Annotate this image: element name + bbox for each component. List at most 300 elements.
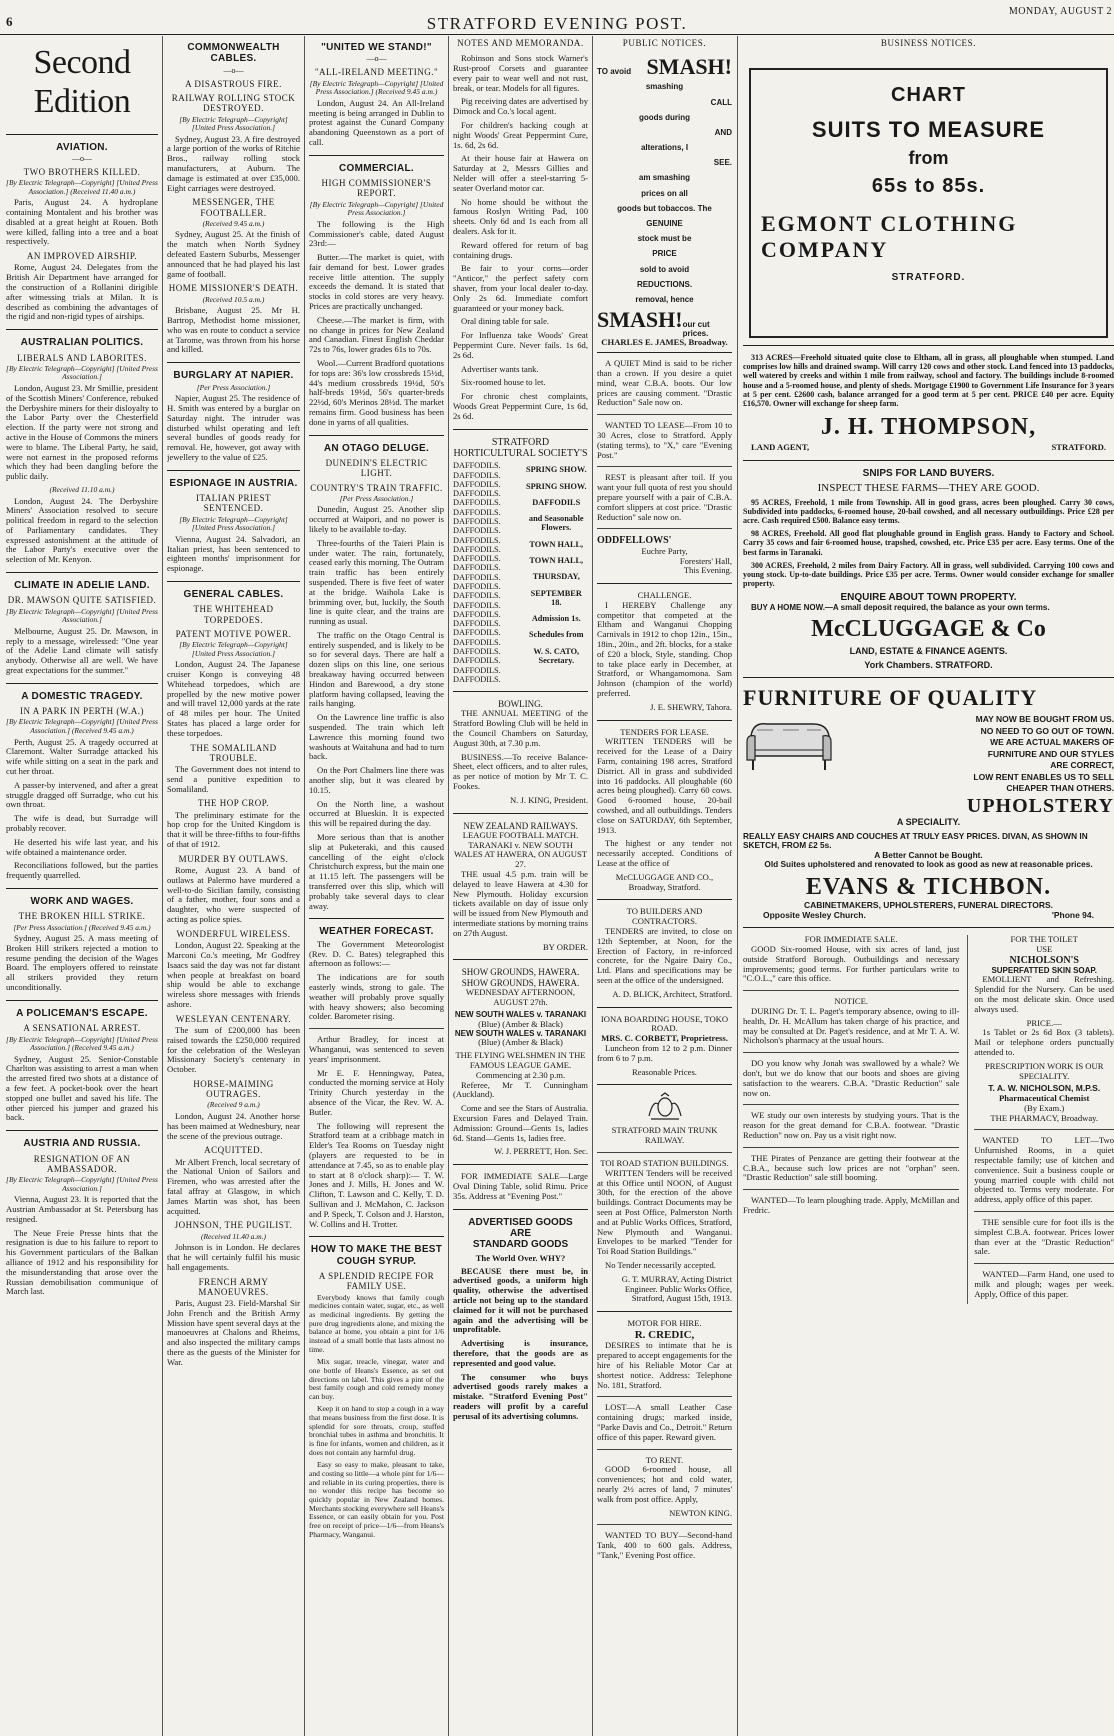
subhead: A SPLENDID RECIPE FOR FAMILY USE. [318,1271,435,1292]
subhead: THE HOP CROP. [198,798,269,809]
spring-show-line: SEPTEMBER 18. [530,588,582,607]
article-text: Perth, August 25. A tragedy occurred at Claremont. Walter Surradge attacked his wife while sitting on a seat in the park and cut her throat. [6,736,158,776]
ad-text: DO you know why Jonah was swallowed by a whale? We don't, but we do know that our boots and shoes are giving satisfaction to the wearers. C.B.A. "Drastic Reduction" sale now on. [743,1058,960,1098]
subhead: A SENSATIONAL ARREST. [23,1023,141,1034]
article-text: London, August 24. Another horse has been maimed at Wednesbury, near the scene of the previous outrage. [167,1110,300,1141]
ad-heading: NOTICE. [834,996,869,1007]
article-text: Wool.—Current Bradford quotations for tops are: 36's low crossbreds 15½d, 44's medium crossbreds 19½d, 50's half-breds 19½d, 56's quarter-breds 22½d, 60's Merinos 28½d. The market remains firm. Good business has been done in yarns of all qualities. [309,358,444,427]
column-6 [743,36,1114,1736]
headline-tragedy: A DOMESTIC TRAGEDY. [21,690,143,702]
subhead: COUNTRY'S TRAIN TRAFFIC. [310,482,443,493]
ad-text: Luncheon from 12 to 2 p.m. Dinner from 6 to 7 p.m. [597,1042,732,1063]
ad-text: LOST—A small Leather Case containing drugs; marked inside, "Parke Davis and Co., Detroit." Return office of this paper. Reward given. [597,1402,732,1442]
headline-general: GENERAL CABLES. [183,588,284,600]
article-text: The following is the High Commissioner's cable, dated August 23rd:— [309,218,444,249]
ad-text: STRATFORD. [1051,442,1106,453]
ad-heading: The World Over. WHY? [475,1252,566,1263]
daffodils-line: DAFFODILS. [453,609,501,619]
headline-espionage: ESPIONAGE IN AUSTRIA. [169,477,298,489]
headline-otago: AN OTAGO DELUGE. [323,442,430,454]
subhead: HIGH COMMISSIONER'S REPORT. [321,178,432,199]
furniture-line: NO NEED TO GO OUT OF TOWN. [980,725,1114,736]
subhead: ACQUITTED. [204,1145,263,1156]
smash-title: SMASH! [597,307,683,333]
furniture-line: ARE CORRECT, [1050,760,1114,771]
subhead: MURDER BY OUTLAWS. [178,853,289,864]
smash-line: smashing [645,82,684,92]
ad-text: Come and see the Stars of Australia. Excursion Fares and Delayed Train. Admission: Ground—Gents 1s, ladies 6d. Stand—Gents 1s, ladies free. [453,1103,588,1143]
credit-line: (Received 11.10 a.m.) [49,484,115,494]
article-text: Cheese.—The market is firm, with no change in prices for New Zealand and Canadian. Finest English Cheddar 72s to 76s, lower grades 61s to 70s. [309,314,444,355]
article-text: The preliminary estimate for the hop crop for the United Kingdom is that it will be three-fifths to four-fifths of that of 1912. [167,809,300,850]
ad-text: EMOLLIENT and Refreshing. Splendid for the Nursery. Can be used on the most delicate skin. Once used always used. [974,974,1114,1014]
subhead: ITALIAN PRIEST SENTENCED. [195,493,272,514]
article-text: He deserted his wife last year, and his wife obtained a maintenance order. [6,836,158,857]
subhead: HORSE-MAIMING OUTRAGES. [193,1078,274,1100]
ad-heading: TOI ROAD STATION BUILDINGS. [600,1157,729,1168]
furniture-line: WE ARE ACTUAL MAKERS OF [990,737,1114,748]
credit-line: (Received 9.45 a.m.) [202,218,265,228]
credit-line: (Received 11.40 a.m.) [200,1231,267,1241]
article-text: On the Port Chalmers line there was another slip, but it was cleared by 10.15. [309,765,444,795]
smash-line: alterations, I [640,143,689,153]
credit-line: [By Electric Telegraph—Copyright] [United Press Association.] [6,1175,158,1193]
ad-text: York Chambers. STRATFORD. [864,660,993,671]
ad-heading: ODDFELLOWS' [597,535,672,547]
credit-line: [By Electric Telegraph—Copyright] [United Press Association.] [309,199,444,218]
ad-text: TENDERS are invited, to close on 12th September, at Noon, for the Erection of Factory, in re-inforced concrete, for the Ngaire Dairy Co., Ltd. Plans and specifications may be seen at the office of the undersigned. [597,926,732,985]
note-text: No home should be without the famous Roslyn Writing Pad, 100 sheets. Only 6d and 1s each from all dealers. Ask for it. [453,196,588,236]
ad-heading: EGMONT CLOTHING COMPANY [761,211,1018,262]
smash-line: GENUINE [646,219,683,229]
ad-heading: FURNITURE OF QUALITY [743,685,1038,711]
article-text: Arthur Bradley, for incest at Whanganui, was sentenced to seven years' imprisonment. [309,1034,444,1064]
smash-line: PRICE [652,249,677,259]
ad-text: 'Phone 94. [1051,909,1094,920]
show-heading: SHOW GROUNDS, HAWERA. SHOW GROUNDS, HAWERA. [461,967,580,988]
daffodils-line: DAFFODILS. [453,600,501,610]
article-text: Reconciliations followed, but the parties frequently quarrelled. [6,860,158,881]
headline-weather: WEATHER FORECAST. [319,926,434,938]
article-text: Butter.—The market is quiet, with fair demand for best. Lower grades receive little attention. The supply exceeds the demand. It is stated that stocks in cold stores are very heavy. Prices are practically unchanged. [309,252,444,312]
article-text: Sydney, August 23. A fire destroyed a large portion of the works of Ritchie Bros., railway rolling stock manufacturers, at Auburn. The damage is estimated at over £35,000. Eight carriages were destroyed. [167,133,300,193]
headline-adelie: CLIMATE IN ADELIE LAND. [14,580,150,592]
article-text: Dunedin, August 25. Another slip occurred at Waipori, and no power is likely to be available to-day. [309,504,444,534]
daffodils-line: DAFFODILS. [453,517,501,527]
article-text: Sydney, August 25. Senior-Constable Charlton was assisting to arrest a man when the arrested fired two shots at a distance of a few feet. A pocket-book over the heart stopped one bullet and saved his life. The other pierced his jumper and grazed his back. [6,1053,158,1123]
ad-heading: TENDERS FOR LEASE. [620,726,709,737]
article-text: The indications are for south easterly winds, strong to gale. The weather will probably prove squally with heavy showers; also becoming colder. Barometer rising. [309,972,444,1022]
article-text: Napier, August 25. The residence of H. Smith was entered by a burglar on Saturday night. The intruder was disturbed whilst operating and left several bundles of goods ready for removal. He, however, got away with jewellery to the value of £25. [167,393,300,462]
daffodils-line: DAFFODILS. [453,544,501,554]
article-text: London, August 24. The Japanese cruiser Kongo is conveying 48 Whitehead torpedoes, which are propelled by the new motive power and will travel 12,000 yards at the rate of 48 miles per hour. The United States has placed a large order for these torpedoes. [167,659,300,738]
article-text: Keep it on hand to stop a cough in a way that means business from the first dose. It is splendid for sore throats, croup, stuffed bronchial tubes in asthma and bronchitis. It is fine for infants, women and children, as it does not contain any harmful drug. [309,1404,444,1457]
article-text: Vienna, August 23. It is reported that the Austrian Ambassador at St. Petersburg has resigned. [6,1194,158,1224]
subhead: PATENT MOTIVE POWER. [175,628,292,639]
ad-heading: EVANS & TICHBON. [805,873,1052,900]
daffodils-line: DAFFODILS. [453,637,501,647]
spring-show-line: THURSDAY, [532,572,580,582]
smash-line: SEE. [713,158,732,168]
paper-name: STRATFORD EVENING POST. [426,14,688,33]
credit-line: [Per Press Association.] [339,493,414,503]
ad-text: from [908,148,949,169]
credit-line: (Received 9 a.m.) [207,1100,260,1110]
ad-text: WE study our own interests by studying yours. That is the reason for the great demand for C.B.A. footwear. "Drastic Reduction" now on. Pay us a visit right now. [743,1110,960,1141]
edition-title: Second Edition [33,44,131,120]
article-text: The traffic on the Otago Central is entirely suspended, and is likely to be so for several days. There are half a dozen slips on this line, one serious breakaway having occurred between Hindon and Barewood, a dry stone platform having collapsed, leaving the rails hanging. [309,629,444,709]
match-colours: (Blue) (Amber & Black) [478,1018,563,1029]
ad-heading: ENQUIRE ABOUT TOWN PROPERTY. [840,591,1017,603]
ad-text: No Tender necessarily accepted. [605,1259,716,1270]
ad-heading: McCLUGGAGE & Co [811,616,1046,643]
daffodils-line: DAFFODILS. [453,507,501,517]
ad-heading: INSPECT THESE FARMS—THEY ARE GOOD. [817,482,1040,495]
ad-text: STRATFORD. [891,271,966,283]
ad-text: GOOD Six-roomed House, with six acres of land, just outside Stratford Borough. Outbuildings and necessary improvements; good terms. For further particulars write to "C.O.L.," care this office. [743,944,960,984]
horticultural-heading: STRATFORD HORTICULTURAL SOCIETY'S [453,436,588,459]
ad-heading: NICHOLSON'S [1009,954,1079,966]
article-text: Mr Albert French, local secretary of the National Union of Sailors and Firemen, who was arrested after the fatal affray at Glasgow, in which James Martin was shot, has been acquitted. [167,1156,300,1216]
daffodils-line: DAFFODILS. [453,674,501,684]
article-text: Melbourne, August 25. Dr. Mawson, in reply to a message, wirelessed: "One year of the Adelie Land climate will satisfy anybody. Otherwise all are well. We have great expectations for the summer." [6,625,158,675]
ad-text: REST is pleasant after toil. If you want your full quota of rest you should prepare yourself with a pair of C.B.A. comfort slippers at cost price. "Drastic Reduction" sale now on. [597,472,732,522]
credit-line: [Per Press Association.] [196,382,271,392]
subhead: RAILWAY ROLLING STOCK DESTROYED. [171,93,296,114]
furniture-line: CHEAPER THAN OTHERS. [1006,783,1114,794]
note-text: Oral dining table for sale. [461,316,550,327]
match-line: NEW SOUTH WALES v. TARANAKI [454,1029,587,1039]
ad-text: 300 ACRES, Freehold, 2 miles from Dairy Factory. All in grass, well subdivided. Carrying 100 cows and young stock. Up-to-date buildings. Price £35 per acre. Terms. Owner would consider exchange for smaller property. [743,560,1114,588]
ad-text: MRS. C. CORBETT, Proprietress. [601,1033,728,1044]
credit-line: [By Electric Telegraph—Copyright] [United Press Association.] (Received 9.45 a.m.) [6,1034,158,1053]
ad-text: PRICE.— [1026,1017,1062,1028]
ad-heading: T. A. W. NICHOLSON, M.P.S. [988,1083,1101,1094]
daffodils-line: DAFFODILS. [453,470,501,480]
ad-heading: STRATFORD MAIN TRUNK RAILWAY. [611,1125,718,1146]
ad-text: This Evening. [683,565,732,576]
note-text: Pig receiving dates are advertised by Dimock and Co.'s local agent. [453,96,588,117]
ad-text: 65s to 85s. [871,174,986,197]
credit-line: [By Electric Telegraph—Copyright] [United Press Association.] [179,514,288,533]
note-text: For chronic chest complaints, Woods Great Peppermint Cure, 1s 6d, 2s 6d. [453,391,588,421]
column-rule [592,36,593,1736]
article-text: On the North line, a washout occurred at Blueskin. It is expected this will be repaired during the day. [309,798,444,829]
signature: A. D. BLICK, Architect, Stratford. [612,988,732,999]
subhead: A DISASTROUS FIRE. [185,78,282,89]
article-text: Johnson is in London. He declares that he will certainly fulfil his music hall engagements. [167,1242,300,1272]
smash-line: am smashing [638,173,691,183]
subhead: WONDERFUL WIRELESS. [176,928,291,939]
ad-text: WANTED TO LEASE—From 10 to 30 Acres, close to Stratford. Apply (stating terms), to "X," care "Evening Post." [597,420,732,460]
column-2: COMMONWEALTH CABLES. —o— A DISASTROUS FIRE. RAILWAY ROLLING STOCK DESTROYED. [By Electric Telegraph—Copyright] [United Press Association.] Sydney, August 23. A fire destroyed a large portion of the works of Ritchie Bros., railway rolling stock manufacturers, at Auburn. The damage is estimated at over £35,000. Eight carriages were destroyed. MESSENGER, THE FOOTBALLER. (Received 9.45 a.m.) Sydney, August 25. At the finish of the match when North Sydney defeated Eastern Suburbs, Messenger announced that he had played his last game of football. HOME MISSIONER'S DEATH. (Received 10.5 a.m.) Brisbane, August 25. Mr H. Bartrop, Methodist home missioner, who was en route to conduct a service at Tarome, was thrown from his horse and killed. BURGLARY AT NAPIER. [Per Press Association.] Napier, August 25. The residence of H. Smith was entered by a burglar on Saturday night. The intruder was disturbed whilst operating and left several bundles of goods ready for removal. He, however, got away with jewellery to the value of £25. ESPIONAGE IN AUSTRIA. ITALIAN PRIEST SENTENCED. [By Electric Telegraph—Copyright] [United Press Association.] Vienna, August 24. Salvadori, an Italian priest, has been sentenced to eighteen months' imprisonment for espionage. GENERAL CABLES. THE WHITEHEAD TORPEDOES. PATENT MOTIVE POWER. [By Electric Telegraph—Copyright] [United Press Association.] London, August 24. The Japanese cruiser Kongo is conveying 48 Whitehead torpedoes, which are propelled by the new motive power and will travel 12,000 yards at the rate of 48 miles per hour. The United States has placed a large order for these torpedoes. THE SOMALILAND TROUBLE. The Government does not intend to send a punitive expedition to Somaliland. THE HOP CROP. The preliminary estimate for the hop crop for the United Kingdom is that it will be three-fifths to four-fifths of that of 1912. MURDER BY OUTLAWS. Rome, August 23. A band of outlaws at Palermo have murdered a well-to-do Sicilian family, consisting of a father, mother, four sons and a daughter, who were suspected of acting as police spies. WONDERFUL WIRELESS. London, August 22. Speaking at the Marconi Co.'s meeting, Mr Godfrey Isaacs said the day was not far distant when people at breakfast on board ship would be able to exchange wireless shore messages with friends ashore. WESLEYAN CENTENARY. The sum of £200,000 has been raised towards the £250,000 required for the celebration of the Wesleyan Missionary Society's centenary in October. HORSE-MAIMING OUTRAGES. (Received 9 a.m.) London, August 24. Another horse has been maimed at Wednesbury, near the scene of the previous outrage. ACQUITTED. Mr Albert French, local secretary of the National Union of Sailors and Firemen, who was arrested after the fatal affray at Glasgow, in which James Martin was shot, has been acquitted. JOHNSON, THE PUGILIST. (Received 11.40 a.m.) Johnson is in London. He declares that he will certainly fulfil his music hall engagements. FRENCH ARMY MANOEUVRES. Paris, August 23. Field-Marshal Sir John French and the British Army Mission have spent several days at the manoeuvres at Chalons and Rheims, and also inspected the military camps there as the guests of the Minister for War. [167,42,300,1367]
spring-show-line: W. S. CATO, Secretary. [533,646,580,665]
spring-show-line: TOWN HALL, [529,556,584,566]
daffodils-line: DAFFODILS. [453,479,501,489]
ad-text: 313 ACRES—Freehold situated quite close to Eltham, all in grass, all ploughable when stumped. Land comprises low hills and drained swamp. Will carry 120 cows and other stock. Land fenced into 13 paddocks, well watered by creeks and within 1 mile from railway, school and factory. The buildings include 8-roomed house and a 5-roomed house, and plenty of sheds. Mortgage £1900 to Government Life Insurance for 3 years at 5 per cent. £2600 cash, balance arranged for a good term at 5 per cent. PRICE £40 per acre. Equity £16,570. Owner will exchange for sheep farm. [743,353,1114,408]
ad-heading: SUPERFATTED SKIN SOAP. [991,966,1097,976]
signature: N. J. KING, President. [509,794,588,805]
article-text: Mix sugar, treacle, vinegar, water and one bottle of Heans's Essence, as set out directions on label. This gives a pint of the best family cough and cold remedy money can buy. [309,1357,444,1401]
ad-text: Commencing at 2.30 p.m. [475,1069,566,1080]
spring-show-line: Schedules from [529,630,584,640]
spring-show-line: DAFFODILS [532,497,581,507]
ad-text: THE ANNUAL MEETING of the Stratford Bowling Club will be held in the Council Chambers on Saturday, August 30th, at 7.30 p.m. [453,708,588,748]
ad-text: A Better Cannot be Bought. [874,849,983,860]
subhead: WESLEYAN CENTENARY. [175,1013,292,1024]
ad-text: FOR IMMEDIATE SALE—Large Oval Dining Table, solid Rimu. Price 35s. Address at "Evening Post." [453,1171,588,1201]
subhead: LEAGUE FOOTBALL MATCH. [462,829,579,840]
section-heading: PUBLIC NOTICES. [622,38,707,48]
note-text: For Influenza take Woods' Great Peppermint Cure. Never fails. 1s 6d, 2s 6d. [453,330,588,360]
subhead: THE WHITEHEAD TORPEDOES. [193,604,274,625]
article-text: Everybody knows that family cough medicines contain water, sugar, etc., as well as medicinal ingredients. By getting the pure drug ingredients alone, and mixing the balance at home, you obtain a pint for 1/6 instead of a small bottle that lasts almost no time. [309,1292,444,1354]
ad-text: WANTED TO LET—Two Unfurnished Rooms, in a quiet respectable family; use of kitchen and convenience. Suit a business couple or young married couple with child not objected to. Terms very moderate. For address, apply office of this paper. [974,1135,1114,1205]
daffodils-list [453,461,517,684]
ad-text: our cut prices. [682,320,710,339]
ad-text: A QUIET Mind is said to be richer than a crown. If you desire a quiet mind, wear C.B.A. boots. Our low prices are causing comment. "Drastic Reduction" Sale now on. [597,358,732,408]
ad-text: DURING Dr. T. L. Paget's temporary absence, owing to ill-health, Dr. H. McAllum has taken charge of his practice, and may be consulted at Dr. Paget's residence, and at Mr T. A. W. Nicholson's pharmacy at the usual hours. [743,1006,960,1046]
spring-show-line: TOWN HALL, [529,539,584,549]
issue-date: MONDAY, AUGUST 2 [1008,6,1112,17]
ad-text: The consumer who buys advertised goods rarely makes a mistake. "Stratford Evening Post" readers will profit by a careful perusal of its advertising columns. [453,1371,588,1421]
spring-show-line: SPRING SHOW. [525,465,587,475]
subhead: JOHNSON, THE PUGILIST. [174,1220,293,1231]
article-text: London, August 24. The Derbyshire Miners' Association resolved to secure political freedom in regard to the selection of Parliamentary candidates. They expressed astonishment at the attitude of the Labor Party's executive over the selection of Mr. Kenyon. [6,495,158,565]
ad-text: Old Suites upholstered and renovated to look as good as new at reasonable prices. [764,859,1093,870]
subhead: HOME MISSIONER'S DEATH. [168,283,299,294]
daffodils-line: DAFFODILS. [453,656,501,666]
daffodils-line: DAFFODILS. [453,665,501,675]
ad-text: BECAUSE there must be, in advertised goods, a uniform high quality, otherwise the advertised article not being up to the standard claimed for it will not be purchased again and the advertising will be unprofitable. [453,1265,588,1335]
signature: W. J. PERRETT, Hon. Sec. [494,1146,588,1157]
ad-heading: ADVERTISED GOODS [468,1216,573,1228]
column-rule [448,36,449,1736]
ad-text: WANTED—Farm Hand, one used to milk and plough; wages per week. Apply, Office of this paper. [974,1269,1114,1299]
ad-text: A SPECIALITY. [896,817,961,828]
signature: CHARLES E. JAMES, Broadway. [601,337,728,348]
railways-heading: NEW ZEALAND RAILWAYS. [463,820,578,831]
chart-suits-ad [749,68,1108,338]
ad-text: LAND AGENT, [751,442,810,453]
credit-line: [By Electric Telegraph—Copyright] [United Press Association.] (Received 11.40 a.m.) [6,178,158,196]
smash-line: REDUCTIONS. [636,279,693,289]
credit-line: [By Electric Telegraph—Copyright] [United Press Association.] [6,363,158,382]
daffodils-line: DAFFODILS. [453,619,501,629]
article-text: London, August 24. An All-Ireland meeting is being arranged in Dublin to protest against the Cunard Company abandoning Queenstown as a port of call. [309,97,444,147]
smash-line: removal, hence [635,294,694,304]
subhead: WEDNESDAY AFTERNOON, AUGUST 27th. [465,986,576,1007]
ad-text: LAND, ESTATE & FINANCE AGENTS. [849,645,1008,656]
ad-text: 1s Tablet or 2s 6d Box (3 tablets). Mail or telephone orders punctually attended to. [974,1027,1114,1057]
ad-text: Advertising is insurance, therefore, that the goods are as represented and good value. [453,1338,588,1368]
ad-text: Referee, Mr T. Cunningham (Auckland). [453,1079,588,1100]
smash-ad [597,54,732,353]
ad-heading: IONA BOARDING HOUSE, TOKO ROAD. [600,1013,729,1034]
spring-show-line: and Seasonable Flowers. [528,514,584,533]
ad-text: BUSINESS.—To receive Balance-Sheet, elect officers, and to alter rules, as per notice of motion by Mr T. C. Fookes. [453,751,588,791]
ad-text: THE usual 4.5 p.m. train will be delayed to leave Hawera at 4.30 for New Plymouth. Holiday excursion tickets available on day of issue only will be issued from New Plymouth and intermediate stations by morning trains on 27th August. [453,868,588,938]
note-text: Robinson and Sons stock Warner's Rust-proof Corsets and guarantee every pair to wear well and not rust, break, or tear. Models for all figures. [453,53,588,93]
ad-text: DESIRES to intimate that he is prepared to accept engagements for the hire of his Reliable Motor Car at shortest notice. Address: Telephone No. 181, Stratford. [597,1340,732,1390]
article-text: More serious than that is another slip at Puketeraki, and this caused cancelling of the eight o'clock Christchurch express, but the main one at 11.15 left. The passengers will be transferred over this slip, which will probably take several days to clear away. [309,832,444,911]
smash-line: AND [714,127,732,137]
column-3: "UNITED WE STAND!" —o— "ALL-IRELAND MEETING." [By Electric Telegraph—Copyright] [United Press Association.] (Received 9.45 a.m.) London, August 24. An All-Ireland meeting is being arranged in Dublin to protest against the Cunard Company abandoning Queenstown as a port of call. COMMERCIAL. HIGH COMMISSIONER'S REPORT. [By Electric Telegraph—Copyright] [United Press Association.] The following is the High Commissioner's cable, dated August 23rd:— Butter.—The market is quiet, with fair demand for best. Lower grades receive little attention. The supply exceeds the demand. It is stated that stocks in cold stores are very heavy. Prices are practically unchanged. Cheese.—The market is firm, with no change in prices for New Zealand and Canadian. Finest English Cheddar 72s to 76s, lower grades 61s to 70s. Wool.—Current Bradford quotations for tops are: 36's low crossbreds 15½d, 44's medium crossbreds 19½d, 50's half-breds 19½d, 56's quarter-breds 22½d, 60's Merinos 28½d. The market remains firm. Good business has been done in yarns of all qualities. AN OTAGO DELUGE. DUNEDIN'S ELECTRIC LIGHT. COUNTRY'S TRAIN TRAFFIC. [Per Press Association.] Dunedin, August 25. Another slip occurred at Waipori, and no power is likely to be available to-day. Three-fourths of the Taieri Plain is under water. The rain, fortunately, ceased early this morning. The Outram train traffic has been entirely suspended. There is five feet of water at the bridge. Waihola Lake is brimming over, but, luckily, the South line is quite clear, and the trains are running as usual. The traffic on the Otago Central is entirely suspended, and is likely to be so for several days. There are half a dozen slips on this line, one serious breakaway having occurred between Hindon and Barewood, a dry stone platform having collapsed, leaving the rails hanging. On the Lawrence line traffic is also suspended. The train which left Lawrence this morning found two washouts at Waitahuna and had to turn back. On the Port Chalmers line there was another slip, but it was cleared by 10.15. On the North line, a washout occurred at Blueskin. It is expected this will be repaired during the day. More serious than that is another slip at Puketeraki, and this caused cancelling of the eight o'clock Christchurch express, but the main one at 11.15 left. The passengers will be transferred over this slip, which will probably take several days to clear away. WEATHER FORECAST. The Government Meteorologist (Rev. D. C. Bates) telegraphed this afternoon as follows:— The indications are for south easterly winds, strong to gale. The weather will probably prove squally with heavy showers; also becoming colder. Barometer rising. Arthur Bradley, for incest at Whanganui, was sentenced to seven years' imprisonment. Mr E. F. Henningway, Patea, conducted the morning service at Holy Trinity Church yesterday in the absence of the Vicar, the Rev. W. A. Butler. The following will represent the Stratford team at a cribbage match in Elder's Tea Rooms on Tuesday night (players are requested to be in attendance at 7.45, so as to enable play to start at 8 o'clock sharp):— T. W. Jones and J. Mills, H. Jones and W. Clifton, T. Lawson and C. Kelly, T. D. Sullivan and J. McMahon, C. Jackson and P. Speck, T. Colson and J. Harston, W. Collins and H. Trotter. HOW TO MAKE THE BEST COUGH SYRUP. A SPLENDID RECIPE FOR FAMILY USE. Everybody knows that family cough medicines contain water, sugar, etc., as well as medicinal ingredients. By getting the pure drug ingredients alone, and mixing the balance at home, you obtain a pint for 1/6 instead of a small bottle that lasts almost no time. Mix sugar, treacle, vinegar, water and one bottle of Heans's Essence, as set out directions on label. This gives a pint of the best family cough and cold remedy money can buy. Keep it on hand to stop a cough in a way that means business from the first dose. It is splendid for sore throats, croup, stuffed bronchial tubes in asthma and bronchitis. It is fine for infants, women and children, as it does not contain any harmful drug. Easy so easy to make, pleasant to take, and costing so little—a whole pint for 1/6—and reliable in its curing properties, there is no wonder this recipe has become so quickly popular in New Zealand homes. Merchants stocking everywhere sell Heans's Essence, or can easily obtain for you. Post free on receipt of price—1/6—from Heans's Pharmacy, Wanganui. [309,42,444,1539]
ad-heading: UPHOLSTERY [966,794,1114,817]
credit-line: [By Electric Telegraph—Copyright] [United Press Association.] [179,114,288,133]
ad-heading: MOTOR FOR HIRE. [627,1318,702,1329]
ad-text: CABINETMAKERS, UPHOLSTERERS, FUNERAL DIRECTORS. [803,899,1054,910]
ad-text: WRITTEN TENDERS will be received for the Lease of a Dairy Farm, containing 198 acres, Stratford District. All in grass and subdivided into 16 paddocks. All ploughable (60 acres being ploughed). Carry 60 cows. Good 6-roomed house, 20-bail cowshed, and all outbuildings. Tenders close on SATURDAY, 6th September, 1913. [597,736,732,835]
ad-text: (By Exam.) [1024,1102,1065,1113]
ad-text: TO avoid [597,67,632,77]
signature: J. E. SHEWRY, Tahora. [650,701,732,712]
ad-text: GOOD 6-roomed house, all conveniences; hot and cold water, nearly 2½ acres of land, 7 minutes' walk from post office. Apply, [597,1464,732,1504]
signature: NEWTON KING. [669,1507,732,1518]
section-heading: NOTES AND MEMORANDA. [457,38,584,48]
headline-work: WORK AND WAGES. [30,895,134,907]
ad-text: THE sensible cure for foot ills is the simplest C.B.A. footwear. Prices lower than ever at the "Drastic Reduction" sale. [974,1217,1114,1257]
headline-syrup: HOW TO MAKE THE BEST COUGH SYRUP. [310,1244,443,1267]
credit-line: (Received 10.5 a.m.) [202,294,265,304]
smash-lines [597,79,732,307]
daffodils-line: DAFFODILS. [453,489,501,499]
subhead: DUNEDIN'S ELECTRIC LIGHT. [325,458,428,479]
daffodils-line: DAFFODILS. [453,461,501,471]
ad-text: WANTED—To learn ploughing trade. Apply, McMillan and Fredric. [743,1195,960,1216]
column-1: Second Edition AVIATION. —o— TWO BROTHERS KILLED. [By Electric Telegraph—Copyright] [United Press Association.] (Received 11.40 a.m.) Paris, August 24. A hydroplane containing Montalent and his brother was disabled at a great height at Rouen. Both were killed, falling into a tree and a boat respectively. AN IMPROVED AIRSHIP. Rome, August 24. Delegates from the British Air Department have arranged for the construction of a Rollanini dirigible after witnessing trials at Milan. It is described as combining the advantages of the rigid and non-rigid types of airships. AUSTRALIAN POLITICS. LIBERALS AND LABORITES. [By Electric Telegraph—Copyright] [United Press Association.] London, August 23. Mr Smillie, president of the Scottish Miners' Conference, rebuked the Derbyshire miners for their disloyalty to the Labor Party over the Chesterfield election. If the party were not strong and active in the House of Commons the miners were to blame. The Liberal Party, he said, were not earnest in the proposed reforms which they had been dangling before the public daily. (Received 11.10 a.m.) London, August 24. The Derbyshire Miners' Association resolved to secure political freedom in regard to the selection of Parliamentary candidates. They expressed astonishment at the attitude of the Labor Party's executive over the selection of Mr. Kenyon. CLIMATE IN ADELIE LAND. DR. MAWSON QUITE SATISFIED. [By Electric Telegraph—Copyright] [United Press Association.] Melbourne, August 25. Dr. Mawson, in reply to a message, wirelessed: "One year of the Adelie Land climate will satisfy anybody. Otherwise all are well. We have great expectations for the summer." A DOMESTIC TRAGEDY. IN A PARK IN PERTH (W.A.) [By Electric Telegraph—Copyright] [United Press Association.] (Received 9.45 a.m.) Perth, August 25. A tragedy occurred at Claremont. Walter Surradge attacked his wife while sitting on a seat in the park and cut her throat. A passer-by intervened, and after a great struggle dragged off Surradge, who cut his own throat. The wife is dead, but Surradge will probably recover. He deserted his wife last year, and his wife obtained a maintenance order. Reconciliations followed, but the parties frequently quarrelled. WORK AND WAGES. THE BROKEN HILL STRIKE. [Per Press Association.] (Received 9.45 a.m.) Sydney, August 25. A mass meeting of Broken Hill strikers rejected a motion to resume pending the decision of the Wages Board. The employers offered to reinstate all strikers provided they return unconditionally. A POLICEMAN'S ESCAPE. A SENSATIONAL ARREST. [By Electric Telegraph—Copyright] [United Press Association.] (Received 9.45 a.m.) Sydney, August 25. Senior-Constable Charlton was assisting to arrest a man when the arrested fired two shots at a distance of a few feet. A pocket-book over the heart stopped one bullet and saved his life. The other pierced his jumper and grazed his back. AUSTRIA AND RUSSIA. RESIGNATION OF AN AMBASSADOR. [By Electric Telegraph—Copyright] [United Press Association.] Vienna, August 23. It is reported that the Austrian Ambassador at St. Petersburg has resigned. The Neue Freie Presse hints that the resignation is due to his failure to report to his Government particulars of the Balkan alliance of 1912 and his responsibility for the misunderstanding that arose over the Russian demobilisation communique of March last. [6,44,158,1297]
ad-text: Euchre Party, [641,545,688,556]
headline-aviation: AVIATION. [56,141,108,153]
subhead: TARANAKI v. NEW SOUTH WALES AT HAWERA, ON AUGUST 27. [453,839,588,870]
smash-line: prices on all [641,188,688,198]
ad-text: WANTED TO BUY—Second-hand Tank, 400 to 600 gals. Address, "Tank," Evening Post office. [597,1530,732,1560]
ad-heading: CHART [891,84,966,107]
subhead: THE BROKEN HILL STRIKE. [18,911,146,922]
sofa-icon [743,716,835,776]
credit-line: [By Electric Telegraph—Copyright] [United Press Association.] (Received 9.45 a.m.) [6,717,158,735]
furniture-line: MAY NOW BE BOUGHT FROM US. [975,714,1114,725]
daffodils-line: DAFFODILS. [453,646,501,656]
credit-line: [By Electric Telegraph—Copyright] [United Press Association.] [179,640,288,658]
smash-line: goods but tobaccos. The [617,203,712,213]
article-text: London, August 22. Speaking at the Marconi Co.'s meeting, Mr Godfrey Isaacs said the day was not far distant when people at breakfast on board ship would be able to exchange wireless shore messages with friends ashore. [167,940,300,1009]
headline-policeman: A POLICEMAN'S ESCAPE. [16,1007,148,1019]
column-5 [597,36,732,1736]
note-text: For children's hacking cough at night Woods' Great Peppermint Cure, 1s. 6d, 2s 6d. [453,120,588,150]
smash-line: sold to avoid [639,264,690,274]
furniture-ad [743,714,1114,794]
evans-address [743,911,1114,921]
ad-text: REALLY EASY CHAIRS AND COUCHES AT TRULY EASY PRICES. DIVAN, AS SHOWN IN SKETCH, FROM £2 5s. [743,830,1088,851]
ad-text: THE Pirates of Penzance are getting their footwear at the C.B.A., because such low prices are not "orphan" seen. "Drastic Reduction" sale still booming. [743,1152,960,1183]
article-text: Mr E. F. Henningway, Patea, conducted the morning service at Holy Trinity Church yesterday in the absence of the Vicar, the Rev. W. A. Butler. [309,1067,444,1117]
ad-heading: ARE [509,1227,532,1239]
article-text: Vienna, August 24. Salvadori, an Italian priest, has been sentenced to eighteen months' imprisonment for espionage. [167,533,300,574]
daffodils-line: DAFFODILS. [453,572,501,582]
furniture-line: FURNITURE AND OUR STYLES [987,748,1114,759]
daffodils-line: DAFFODILS. [453,526,501,536]
ad-heading: FOR IMMEDIATE SALE. [804,934,898,945]
note-text: Six-roomed house to let. [461,377,546,388]
ad-text: Opposite Wesley Church. [763,909,866,920]
article-text: A passer-by intervened, and after a great struggle dragged off Surradge, who cut his own throat. [6,779,158,810]
article-text: Paris, August 23. Field-Marshal Sir John French and the British Army Mission have spent several days at the manoeuvres at Chalons and Rheims, and also inspected the military camps there as the guests of the Minister for War. [167,1298,300,1367]
ad-text: THE PHARMACY, Broadway. [990,1112,1099,1123]
headline-commercial: COMMERCIAL. [339,162,414,174]
column-rule [162,36,163,1736]
agent-line [743,443,1114,453]
signature: McCLUGGAGE AND CO., Broadway, Stratford. [615,871,714,892]
subhead: TWO BROTHERS KILLED. [23,166,141,177]
subhead: DR. MAWSON QUITE SATISFIED. [7,595,157,606]
subhead: RESIGNATION OF AN AMBASSADOR. [33,1153,131,1174]
signature: BY ORDER. [542,941,588,952]
subhead: MESSENGER, THE FOOTBALLER. [192,197,275,218]
ad-heading: TO RENT. [645,1454,684,1465]
ad-heading: J. H. THOMPSON, [820,413,1037,440]
daffodils-line: DAFFODILS. [453,563,501,573]
daffodils-line: DAFFODILS. [453,535,501,545]
ad-text: WRITTEN Tenders will be received at this Office until NOON, of August 30th, for the erection of the above buildings. Contract Documents may be seen at Post Office, Palmerston North and at Public Works Offices, Stratford, New Plymouth and Wanganui. Envelopes to be marked "Tender for Toi Road Station Buildings." [597,1167,732,1257]
page-number: 6 [6,14,13,29]
subhead: AN IMPROVED AIRSHIP. [26,251,138,262]
article-text: Three-fourths of the Taieri Plain is under water. The rain, fortunately, ceased early this morning. The Outram train traffic has been entirely suspended. There is five feet of water at the bridge. Waihola Lake is brimming over, but, luckily, the South line is quite clear, and the trains are running as usual. [309,537,444,627]
coat-of-arms-icon [645,1092,685,1122]
article-text: Brisbane, August 25. Mr H. Bartrop, Methodist home missioner, who was en route to conduct a service at Tarome, was thrown from his horse and killed. [167,305,300,355]
daffodils-line: DAFFODILS. [453,591,501,601]
smash-line: goods during [638,112,691,122]
article-text: Paris, August 24. A hydroplane containing Montalent and his brother was disabled at a great height at Rouen. Both were killed, falling into a tree and a boat respectively. [6,197,158,247]
ad-text: Pharmaceutical Chemist [998,1093,1090,1104]
note-text: Reward offered for return of bag containing drugs. [453,239,588,260]
smash-title: SMASH! [646,54,732,80]
subhead: LIBERALS AND LABORITES. [17,352,147,363]
bowling-heading: BOWLING. [498,699,543,710]
spring-show-line: SPRING SHOW. [525,481,587,491]
article-text: Rome, August 23. A band of outlaws at Palermo have murdered a well-to-do Sicilian family, consisting of a father, mother, four sons and a daughter, who were suspected of acting as police spies. [167,865,300,925]
ad-text: Reasonable Prices. [632,1066,697,1077]
article-text: London, August 23. Mr Smillie, president of the Scottish Miners' Conference, rebuked the Derbyshire miners for their disloyalty to the Labor Party over the Chesterfield election. If the party were not strong and active in the House of Commons the miners were to blame. The Liberal Party, he said, were not earnest in the proposed reforms which they had been dangling before the public daily. [6,382,158,482]
subhead: THE FLYING WELSHMEN IN THE FAMOUS LEAGUE GAME. [455,1050,586,1071]
match-line: NEW SOUTH WALES v. TARANAKI [454,1010,587,1020]
column-rule [737,36,738,1736]
section-heading: BUSINESS NOTICES. [880,38,977,48]
article-text: The wife is dead, but Surradge will probably recover. [6,813,158,833]
column-4 [453,36,588,1736]
daffodils-line: DAFFODILS. [453,581,501,591]
daffodils-line: DAFFODILS. [453,498,501,508]
article-text: The Government Meteorologist (Rev. D. C. Bates) telegraphed this afternoon as follows:— [309,938,444,969]
headline-cables: COMMONWEALTH CABLES. [187,42,280,65]
article-text: The sum of £200,000 has been raised towards the £250,000 required for the celebration of the Wesleyan Missionary Society's centenary in October. [167,1024,300,1075]
ad-heading: SNIPS FOR LAND BUYERS. [862,468,995,480]
subhead: "ALL-IRELAND MEETING." [314,67,439,78]
subhead: THE SOMALILAND TROUBLE. [190,742,277,763]
subhead: IN A PARK IN PERTH (W.A.) [19,706,145,717]
credit-line: [By Electric Telegraph—Copyright] [United Press Association.] [6,606,158,625]
masthead [0,0,1114,35]
article-text: Sydney, August 25. A mass meeting of Broken Hill strikers rejected a motion to resume pending the decision of the Wages Board. The employers offered to reinstate all strikers provided they return unconditionally. [6,933,158,993]
headline-austria: AUSTRIA AND RUSSIA. [23,1138,141,1150]
ad-heading: R. CREDIC, [634,1328,695,1341]
furniture-line: LOW RENT ENABLES US TO SELL [973,771,1114,782]
headline-burglary: BURGLARY AT NAPIER. [173,370,294,382]
article-text: The Neue Freie Presse hints that the resignation is due to his failure to report to his Government particulars of the Balkan alliance of 1912 and his responsibility for the misunderstanding that arose over the Russian demobilisation communique of March last. [6,1227,158,1297]
credit-line: [By Electric Telegraph—Copyright] [United Press Association.] (Received 9.45 a.m.) [309,78,444,97]
ad-heading: CHALLENGE. [637,590,692,601]
ad-text: 98 ACRES, Freehold. All good flat ploughable ground in English grass. Handy to Factory and School. Carry 35 cows and fair 6-roomed house, trapshed, cowshed, etc. Price £35 per acre. Easy terms. One of the best farms in Taranaki. [743,529,1114,557]
